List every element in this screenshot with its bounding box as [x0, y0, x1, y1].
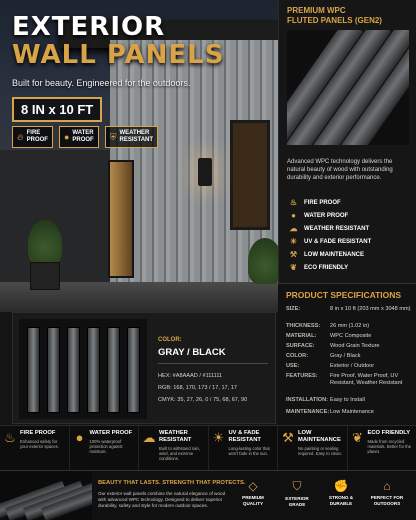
product-panel	[278, 0, 416, 312]
benefit-maintenance: ⚒ LOW MAINTENANCE No painting or sealing required. Easy to clean.	[278, 426, 348, 470]
panel-swatch	[19, 319, 147, 419]
spec-row: MATERIAL: WPC Composite	[286, 333, 372, 339]
wall-lamp	[198, 158, 212, 186]
badge-label: FIRE	[26, 130, 41, 136]
wrench-icon: ⚒	[289, 250, 298, 259]
panel-profile-photo	[287, 30, 409, 145]
potted-plant	[28, 220, 62, 266]
badge-label: RESISTANT	[119, 137, 154, 143]
hero-title-line1: EXTERIOR	[12, 12, 166, 42]
color-hex: HEX: #A8AAAD / #111111	[158, 373, 223, 379]
house-icon: ⌂	[383, 479, 391, 493]
hero-tagline: Built for beauty. Engineered for the outdoors.	[12, 78, 191, 88]
size-badge: 8 IN x 10 FT	[12, 97, 102, 122]
spec-title: PRODUCT SPECIFICATIONS	[286, 290, 402, 300]
droplet-icon: ●	[75, 430, 84, 445]
flame-icon: ♨	[289, 198, 298, 207]
spec-row: MAINTENANCE: Low Maintenance	[286, 409, 374, 415]
product-description: Advanced WPC technology delivers the natural beauty of wood with outstanding durability and exterior performance.	[287, 159, 393, 181]
divider	[158, 363, 268, 364]
leaf-icon: ❦	[352, 430, 363, 445]
footer	[0, 470, 416, 520]
droplet-icon: ●	[63, 132, 70, 142]
spec-row: INSTALLATION: Easy to Install	[286, 397, 365, 403]
footer-text: Our exterior wall panels combine the natural elegance of wood with advanced WPC technology. Designed to deliver superior durability, safety and style for modern outdoor spaces.	[98, 491, 226, 508]
spec-panel	[278, 283, 416, 425]
spec-row: COLOR: Gray / Black	[286, 353, 361, 359]
droplet-icon: ●	[291, 211, 296, 220]
color-label: COLOR:	[158, 337, 182, 343]
spec-row: SURFACE: Wood Grain Texture	[286, 343, 380, 349]
badge-label: PROOF	[26, 137, 48, 143]
footer-badge-outdoors: ⌂ PERFECT FOR OUTDOORS	[368, 479, 406, 506]
color-card	[12, 312, 276, 424]
badge-label: PROOF	[72, 137, 94, 143]
product-title-line1: PREMIUM WPC	[287, 6, 346, 15]
spec-row: THICKNESS: 26 mm (1.02 in)	[286, 323, 370, 329]
footer-badge-quality: ◇ PREMIUM QUALITY	[234, 479, 272, 506]
leaf-icon: ❦	[290, 263, 297, 272]
hero-photo	[0, 0, 278, 312]
hero-title-line2: WALL PANELS	[12, 40, 225, 70]
benefit-uv: ☀ UV & FADE RESISTANT Long-lasting color that won't fade in the sun.	[209, 426, 279, 470]
badge-label: WATER	[72, 130, 94, 136]
footer-badge-durable: ✊ STRONG & DURABLE	[322, 479, 360, 506]
spec-row: FEATURES: Fire Proof, Water Proof, UV Resistant, Weather Resistant	[286, 373, 403, 386]
product-title	[287, 6, 382, 26]
shield-check-icon: ⛨	[109, 131, 117, 142]
diamond-icon: ◇	[248, 479, 258, 493]
sun-icon: ☀	[289, 237, 298, 246]
feature-list	[289, 196, 371, 274]
hero-badges	[12, 126, 158, 148]
product-title-line2: FLUTED PANELS (GEN2)	[287, 16, 382, 25]
benefit-eco: ❦ ECO FRIENDLY Made from recycled materials. Better for the planet.	[348, 426, 416, 470]
spec-row: SIZE: 8 in x 10 ft (203 mm x 3048 mm)	[286, 306, 411, 312]
benefit-strip	[0, 425, 416, 470]
benefit-weather: ☁ WEATHER RESISTANT Built to withstand rain, wind, and extreme conditions.	[139, 426, 209, 470]
handshake-icon: ✊	[333, 479, 349, 493]
shield-icon: ⛉	[292, 479, 302, 493]
benefit-water: ● WATER PROOF 100% waterproof protection against moisture.	[70, 426, 140, 470]
plant-pot	[30, 262, 60, 290]
badge-label: WEATHER	[119, 130, 150, 136]
hero-badge-water	[59, 126, 99, 148]
cloud-icon: ☁	[142, 430, 156, 445]
hero-badge-weather	[105, 126, 158, 148]
list-item: ☀ UV & FADE RESISTANT	[289, 237, 372, 246]
list-item: ♨ FIRE PROOF	[289, 198, 341, 207]
footer-title: BEAUTY THAT LASTS. STRENGTH THAT PROTECTS.	[98, 480, 246, 486]
sun-icon: ☀	[212, 430, 225, 445]
flame-icon: ♨	[4, 430, 16, 445]
cloud-icon: ☁	[289, 224, 298, 233]
color-cmyk: CMYK: 35, 27, 26, 0 / 75, 68, 67, 90	[158, 397, 248, 403]
list-item: ● WATER PROOF	[289, 209, 371, 222]
hero-badge-fire	[12, 126, 53, 148]
benefit-fire: ♨ FIRE PROOF Enhanced safety for your exterior spaces.	[0, 426, 70, 470]
list-item: ❦ ECO FRIENDLY	[290, 263, 349, 272]
color-rgb: RGB: 168, 170, 173 / 17, 17, 17	[158, 385, 237, 391]
footer-badge-grade: ⛉ EXTERIOR GRADE	[278, 479, 316, 507]
list-item: ☁ WEATHER RESISTANT	[289, 224, 370, 233]
house-door	[108, 160, 134, 278]
wrench-icon: ⚒	[282, 430, 294, 445]
list-item: ⚒ LOW MAINTENANCE	[289, 250, 364, 259]
spec-row: USE: Exterior / Outdoor	[286, 363, 375, 369]
color-name: GRAY / BLACK	[158, 347, 226, 358]
flame-icon: 🔥︎	[17, 131, 24, 142]
footer-panel-photo	[0, 471, 92, 520]
house-window	[230, 120, 270, 230]
shrub	[248, 238, 278, 284]
